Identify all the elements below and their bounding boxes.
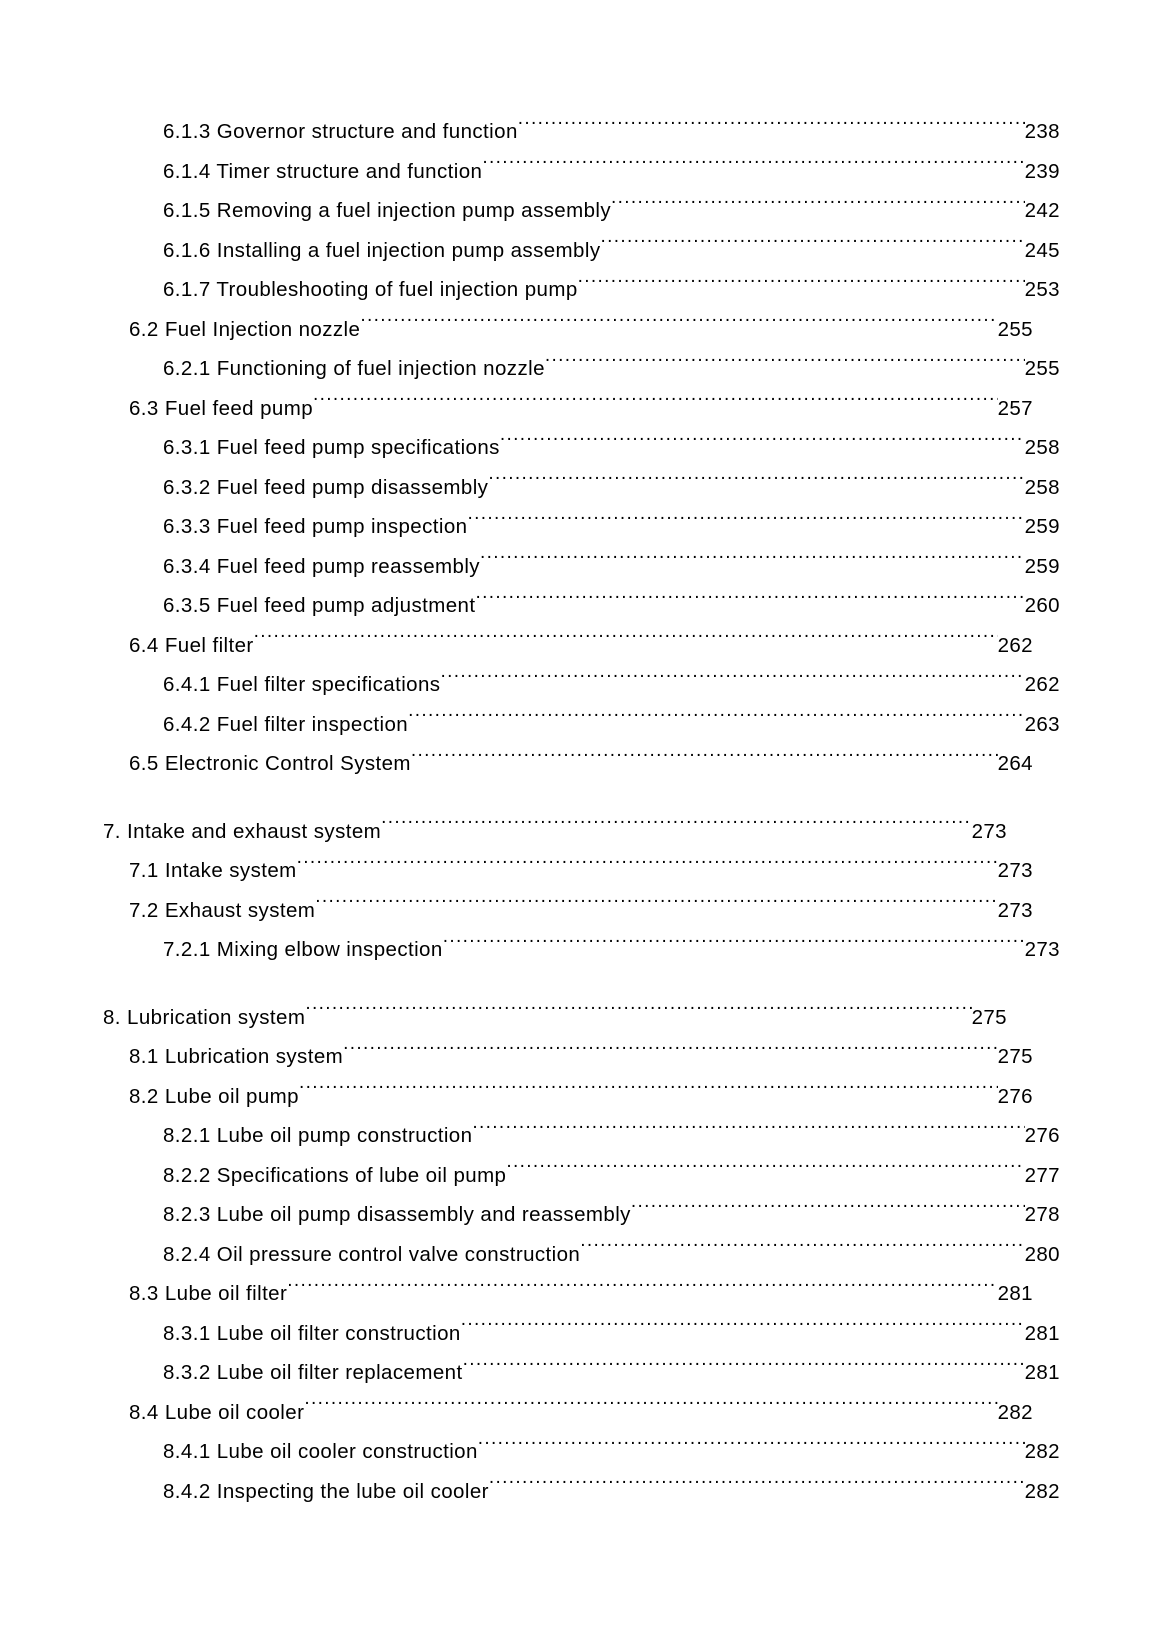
toc-entry-page-number: 257 [997,396,1033,420]
toc-entry[interactable] [129,891,1033,931]
toc-entry-page-number: 273 [997,859,1033,882]
toc-entry-title: 8.2.4 Oil pressure control valve construction [163,1242,581,1266]
toc-entry-page-number: 255 [997,317,1033,341]
toc-leader-dots [488,473,1024,494]
toc-entry-title: 8.3.1 Lube oil filter construction [163,1321,461,1345]
toc-entry-title: 6.4 Fuel filter [129,633,254,657]
toc-entry-title: 8.2 Lube oil pump [129,1084,299,1108]
toc-entry-title: 8.3 Lube oil filter [129,1282,288,1305]
toc-entry-title: 6.1.7 Troubleshooting of fuel injection pump [163,278,578,301]
toc-entry-page-number: 273 [971,819,1007,843]
toc-entry-page-number: 258 [1024,436,1060,459]
toc-entry-page-number: 242 [1024,199,1060,222]
toc-entry-title: 8.3.2 Lube oil filter replacement [163,1361,463,1384]
toc-entry-title: 6.2.1 Functioning of fuel injection nozzle [163,357,545,380]
toc-entry[interactable] [163,1353,1067,1393]
toc-entry-page-number: 278 [1024,1203,1060,1226]
toc-entry[interactable] [163,586,1067,626]
toc-leader-dots [506,1161,1024,1182]
toc-leader-dots [467,513,1024,534]
toc-entry[interactable] [129,1037,1033,1077]
toc-entry[interactable] [163,112,1067,152]
toc-entry-title: 8.1 Lubrication system [129,1045,344,1068]
toc-entry-page-number: 282 [1024,1479,1060,1503]
toc-entry[interactable] [163,1314,1067,1354]
toc-entry[interactable] [163,930,1067,970]
toc-entry-page-number: 258 [1024,475,1060,499]
toc-entry-page-number: 273 [997,898,1033,922]
toc-entry-page-number: 260 [1024,594,1060,617]
toc-entry-page-number: 281 [997,1282,1033,1305]
toc-entry-title: 7.2 Exhaust system [129,898,316,922]
toc-entry-page-number: 262 [997,633,1033,657]
toc-entry-page-number: 259 [1024,515,1060,538]
toc-entry-title: 7.2.1 Mixing elbow inspection [163,938,443,961]
toc-entry-title: 6.1.4 Timer structure and function [163,159,483,183]
toc-entry-title: 6.3.2 Fuel feed pump disassembly [163,475,489,499]
toc-entry-title: 6.4.1 Fuel filter specifications [163,673,441,696]
toc-leader-dots [299,1082,998,1103]
toc-entry[interactable] [129,1077,1033,1117]
toc-entry-page-number: 264 [997,752,1033,775]
toc-entry[interactable] [163,270,1067,310]
toc-leader-dots [578,276,1025,297]
toc-leader-dots [313,394,998,415]
table-of-contents [103,112,1060,1511]
toc-entry-page-number: 275 [971,1005,1007,1029]
toc-entry-title: 7.1 Intake system [129,859,297,882]
toc-entry[interactable] [163,468,1067,508]
toc-entry-page-number: 282 [1024,1440,1060,1463]
toc-entry-title: 6.3.3 Fuel feed pump inspection [163,515,468,538]
toc-leader-dots [518,118,1025,139]
toc-entry-title: 6.1.6 Installing a fuel injection pump assembly [163,238,601,262]
toc-entry[interactable] [129,744,1033,784]
toc-leader-dots [287,1280,997,1301]
toc-entry[interactable] [163,1156,1067,1196]
toc-entry[interactable] [129,851,1033,891]
toc-entry[interactable] [163,1116,1067,1156]
toc-leader-dots [472,1122,1024,1143]
toc-entry[interactable] [163,191,1067,231]
toc-leader-dots [411,750,998,771]
toc-leader-dots [482,157,1024,178]
toc-entry-title: 6.4.2 Fuel filter inspection [163,712,409,736]
toc-entry-page-number: 282 [997,1400,1033,1424]
toc-entry[interactable] [163,1235,1067,1275]
toc-entry-title: 8.2.2 Specifications of lube oil pump [163,1163,507,1187]
toc-entry-page-number: 276 [997,1084,1033,1108]
toc-entry-title: 8.4 Lube oil cooler [129,1400,305,1424]
toc-entry-page-number: 259 [1024,554,1060,578]
toc-leader-dots [315,896,997,917]
toc-entry-title: 6.3 Fuel feed pump [129,396,314,420]
toc-entry-page-number: 245 [1024,238,1060,262]
toc-entry[interactable] [103,998,1007,1038]
toc-leader-dots [305,1003,971,1024]
toc-entry[interactable] [129,389,1033,429]
toc-leader-dots [611,197,1025,218]
toc-entry-title: 8. Lubrication system [103,1005,306,1029]
toc-entry-page-number: 262 [1024,673,1060,696]
toc-leader-dots [580,1240,1024,1261]
toc-entry-page-number: 280 [1024,1242,1060,1266]
toc-entry[interactable] [129,310,1033,350]
toc-leader-dots [254,631,998,652]
toc-entry-page-number: 281 [1024,1321,1060,1345]
toc-leader-dots [475,592,1024,613]
toc-leader-dots [360,315,997,336]
toc-entry-title: 6.2 Fuel Injection nozzle [129,317,361,341]
toc-entry-title: 6.1.3 Governor structure and function [163,120,518,143]
toc-entry-title: 6.3.4 Fuel feed pump reassembly [163,554,480,578]
toc-entry-page-number: 255 [1024,357,1060,380]
toc-entry[interactable] [163,349,1067,389]
toc-entry-page-number: 275 [997,1045,1033,1068]
toc-entry-title: 8.4.1 Lube oil cooler construction [163,1440,478,1463]
toc-leader-dots [381,817,971,838]
toc-leader-dots [297,857,998,878]
toc-leader-dots [408,710,1024,731]
toc-leader-dots [463,1359,1025,1380]
toc-leader-dots [478,1438,1025,1459]
toc-entry-page-number: 239 [1024,159,1060,183]
toc-entry[interactable] [163,1472,1067,1512]
toc-leader-dots [489,1477,1025,1498]
toc-entry-title: 8.2.3 Lube oil pump disassembly and reassembly [163,1203,631,1226]
toc-leader-dots [500,434,1025,455]
toc-leader-dots [343,1043,997,1064]
toc-entry-page-number: 263 [1024,712,1060,736]
toc-entry[interactable] [163,547,1067,587]
toc-entry[interactable] [163,665,1067,705]
toc-leader-dots [631,1201,1025,1222]
toc-entry[interactable] [163,1432,1067,1472]
toc-entry-title: 6.3.1 Fuel feed pump specifications [163,436,500,459]
toc-entry-page-number: 238 [1024,120,1060,143]
toc-entry[interactable] [163,1195,1067,1235]
toc-entry-page-number: 277 [1024,1163,1060,1187]
toc-entry-page-number: 273 [1024,938,1060,961]
toc-entry[interactable] [163,705,1067,745]
toc-leader-dots [600,236,1024,257]
toc-entry[interactable] [163,428,1067,468]
toc-entry[interactable] [163,507,1067,547]
toc-leader-dots [443,936,1025,957]
toc-entry-title: 8.2.1 Lube oil pump construction [163,1124,473,1147]
toc-leader-dots [440,671,1024,692]
toc-leader-dots [480,552,1025,573]
toc-entry[interactable] [163,152,1067,192]
toc-leader-dots [461,1319,1025,1340]
toc-entry-title: 6.3.5 Fuel feed pump adjustment [163,594,476,617]
toc-entry-title: 7. Intake and exhaust system [103,819,382,843]
toc-entry[interactable] [129,1274,1033,1314]
toc-entry[interactable] [129,626,1033,666]
toc-entry-title: 6.5 Electronic Control System [129,752,411,775]
toc-entry[interactable] [129,1393,1033,1433]
toc-entry-title: 8.4.2 Inspecting the lube oil cooler [163,1479,489,1503]
toc-entry-page-number: 276 [1024,1124,1060,1147]
toc-entry-page-number: 281 [1024,1361,1060,1384]
toc-leader-dots [304,1398,997,1419]
toc-entry[interactable] [103,812,1007,852]
toc-entry[interactable] [163,231,1067,271]
toc-entry-page-number: 253 [1024,278,1060,301]
toc-entry-title: 6.1.5 Removing a fuel injection pump assembly [163,199,612,222]
toc-leader-dots [545,355,1025,376]
